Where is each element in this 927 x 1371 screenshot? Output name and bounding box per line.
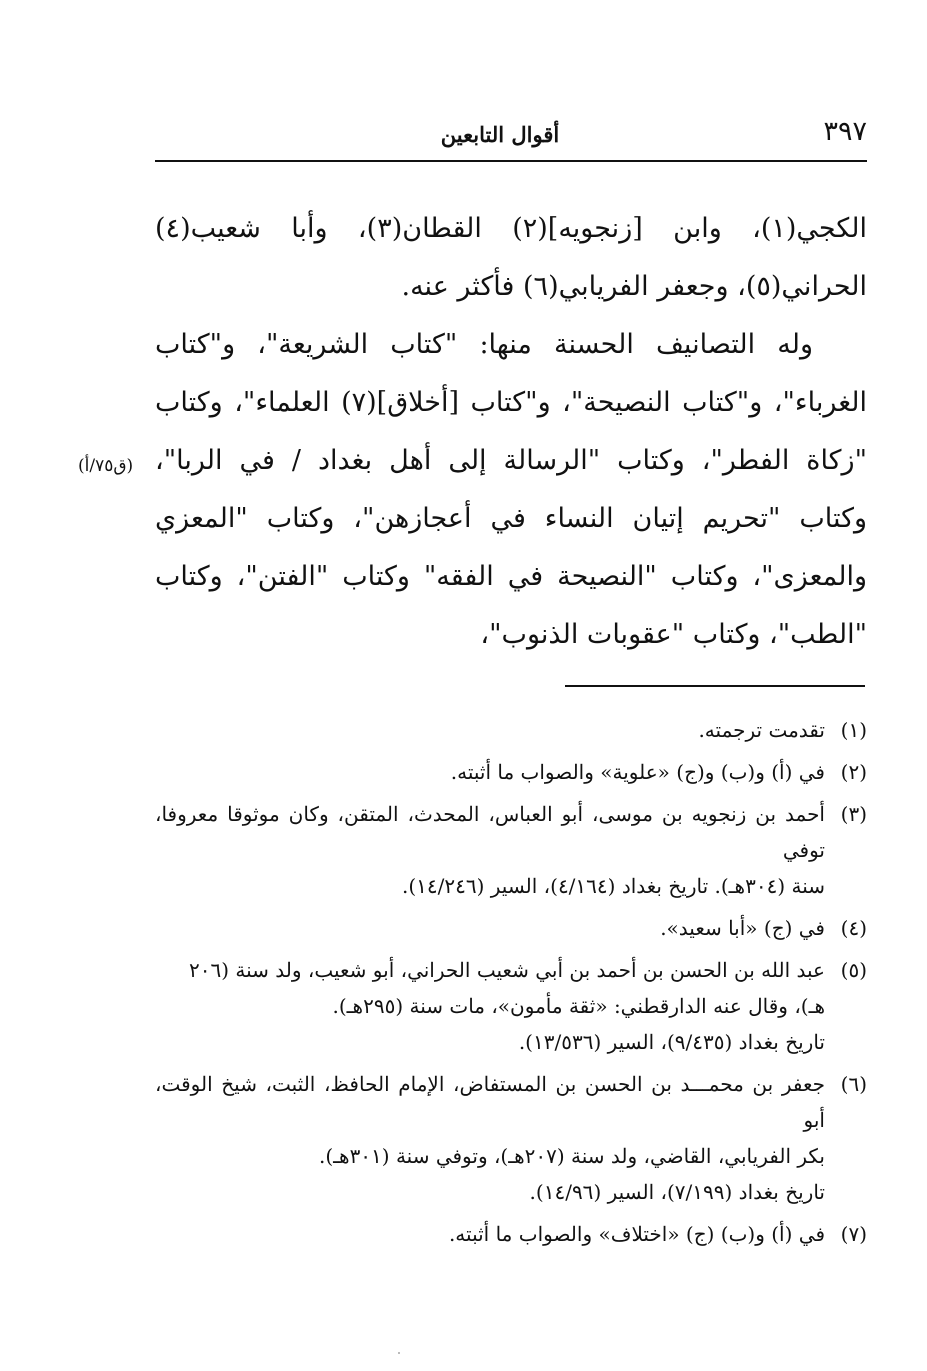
footnote-number: (١) — [840, 718, 867, 742]
footnote-5 — [155, 952, 867, 1060]
footnote-number: (٧) — [840, 1222, 867, 1246]
footnote-3 — [155, 796, 867, 904]
footnote-text: بكر الفريابي، القاضي، ولد سنة (٢٠٧هـ)، وتوفي سنة (٣٠١هـ). — [318, 1144, 825, 1168]
footnote-text: عبد الله بن الحسن بن أحمد بن أبي شعيب الحراني، أبو شعيب، ولد سنة (٢٠٦ — [189, 958, 825, 982]
footnote-text: هـ)، وقال عنه الدارقطني: «ثقة مأمون»، مات سنة (٢٩٥هـ). — [332, 994, 825, 1018]
footnote-number: (٢) — [840, 760, 867, 784]
bottom-dot — [398, 1352, 400, 1354]
paragraph-1: الكجي(١)، وابن [زنجويه](٢) القطان(٣)، وأبا شعيب(٤) الحراني(٥)، وجعفر الفريابي(٦) فأكثر عنه. — [155, 213, 867, 302]
footnote-text: في (أ) و(ب) و(ج) «علوية» والصواب ما أثبته. — [450, 760, 825, 784]
footnote-rule — [565, 685, 865, 687]
footnote-text: تاريخ بغداد (٩/٤٣٥)، السير (١٣/٥٣٦). — [518, 1030, 825, 1054]
footnote-text: تقدمت ترجمته. — [698, 718, 825, 742]
footnote-text: جعفر بن محمـــد بن الحسن بن المستفاض، الإمام الحافظ، الثبت، شيخ الوقت، أبو — [155, 1072, 825, 1132]
footnote-text: أحمد بن زنجويه بن موسى، أبو العباس، المحدث، المتقن، وكان موثوقا معروفا، توفي — [155, 802, 825, 862]
footnote-text: تاريخ بغداد (٧/١٩٩)، السير (١٤/٩٦). — [529, 1180, 825, 1204]
footnote-6 — [155, 1066, 867, 1210]
footnote-4 — [155, 910, 867, 946]
page-number: ٣٩٧ — [823, 116, 867, 147]
footnote-number: (٥) — [840, 958, 867, 982]
footnote-2 — [155, 754, 867, 790]
footnote-number: (٣) — [840, 802, 867, 826]
footnote-1 — [155, 712, 867, 748]
paragraph-2: وله التصانيف الحسنة منها: "كتاب الشريعة"، و"كتاب الغرباء"، و"كتاب النصيحة"، و"كتاب [أخلاق](٧) العلماء"، وكتاب "زكاة الفطر"، وكتاب "الرسالة إلى أهل بغداد / في الربا"، وكتاب "تحريم إتيان النساء في أعجازهن"، وكتاب "المعزي والمعزى"، وكتاب "النصيحة في الفقه" وكتاب "الفتن"، وكتاب "الطب"، وكتاب "عقوبات الذنوب"، — [155, 329, 867, 650]
footnote-number: (٦) — [840, 1072, 867, 1096]
running-title: أقوال التابعين — [440, 122, 560, 147]
header-rule — [155, 160, 867, 162]
footnote-text: سنة (٣٠٤هـ). تاريخ بغداد (٤/١٦٤)، السير (١٤/٢٤٦). — [401, 874, 825, 898]
main-text — [155, 200, 867, 664]
margin-folio-reference: (ق٧٥/أ) — [78, 456, 134, 476]
footnote-text: في (ج) «أبا سعيد». — [660, 916, 825, 940]
footnotes — [155, 712, 867, 1258]
footnote-text: في (أ) و(ب) (ج) «اختلاف» والصواب ما أثبته. — [448, 1222, 825, 1246]
footnote-number: (٤) — [840, 916, 867, 940]
footnote-7 — [155, 1216, 867, 1252]
